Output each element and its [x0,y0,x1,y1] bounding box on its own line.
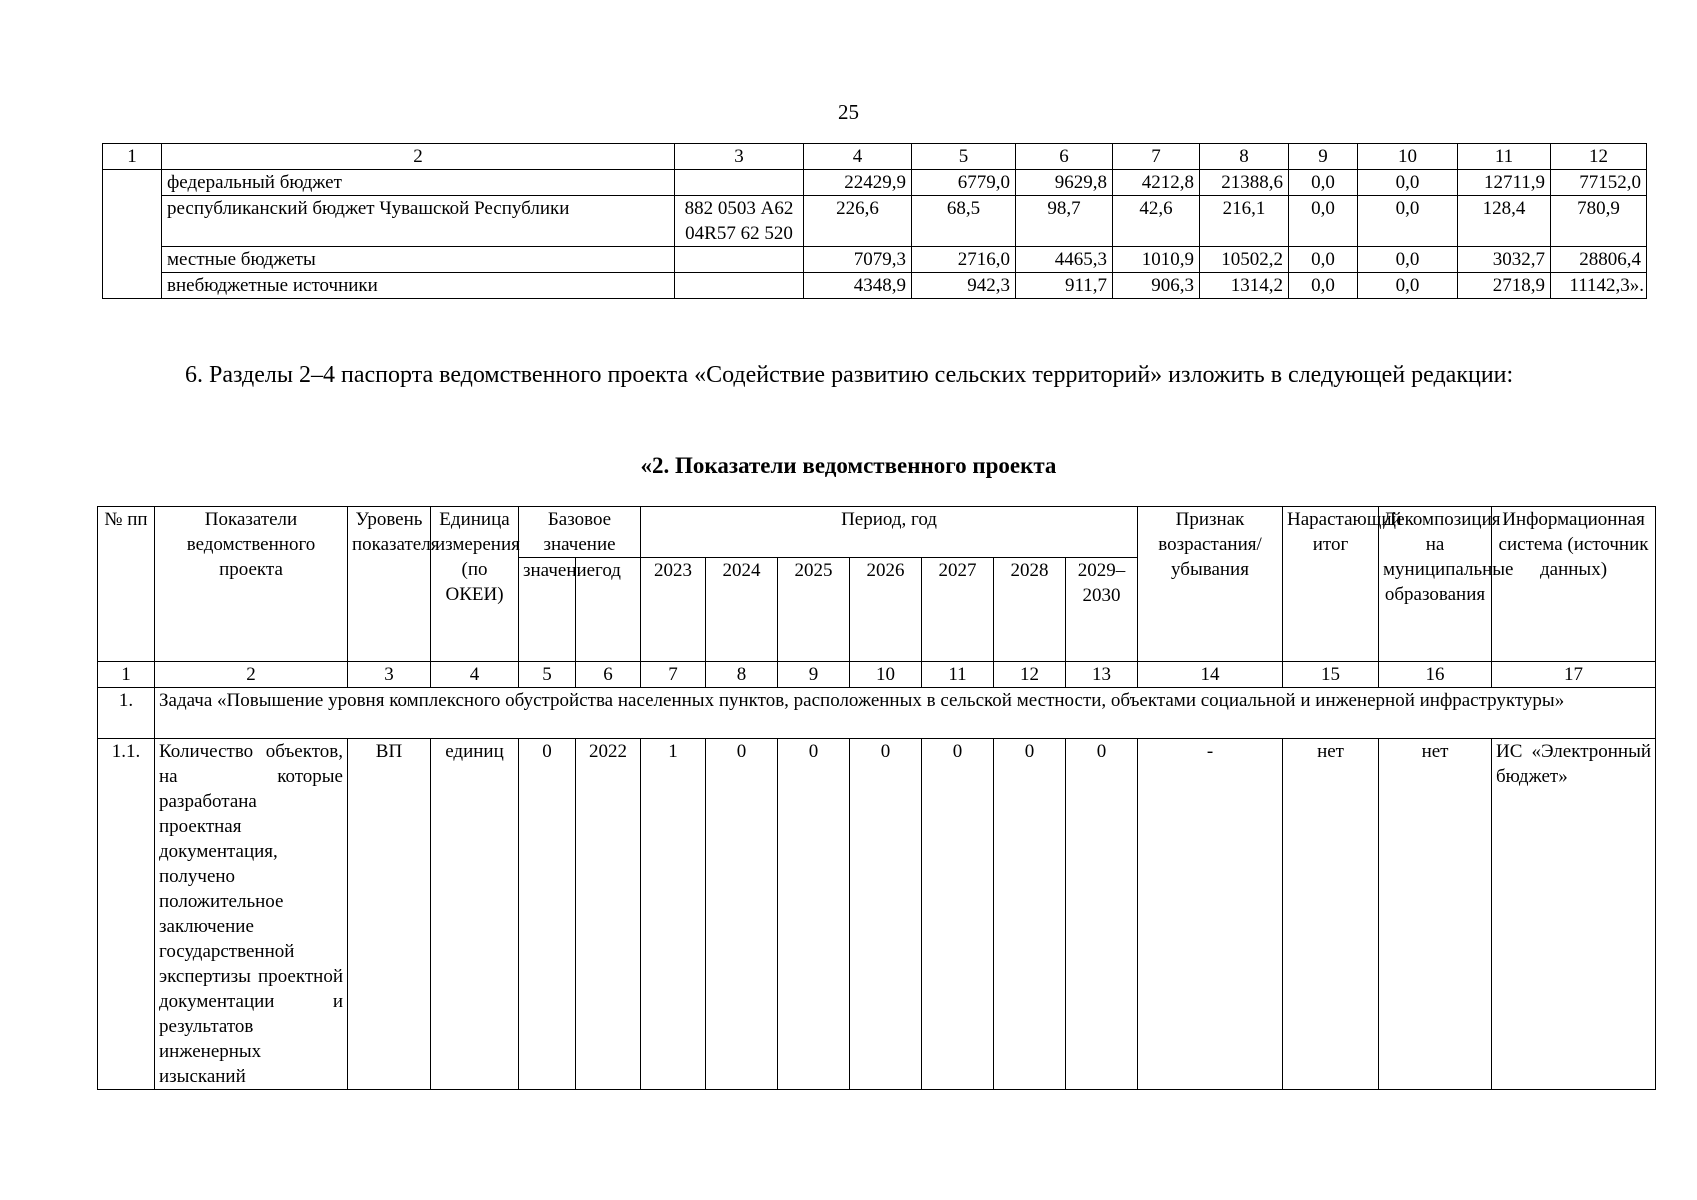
header-unit: Единица измерения (по ОКЕИ) [431,507,519,662]
header-base-value: значение [519,558,576,662]
budget-value: 10502,2 [1200,247,1289,273]
header-indicator: Показатели ведомственного проекта [155,507,348,662]
budget-value: 0,0 [1289,273,1358,299]
header-year: 2025 [778,558,850,662]
indicator-name: Количество объектов, на которые разработана проектная документация, получено положительное заключение государственной экспертизы проектной документации и результатов инженерных изысканий [155,739,348,1090]
header-decomposition: Декомпозиция на муниципальные образования [1379,507,1492,662]
header-num: № пп [98,507,155,662]
indicator-cumulative: нет [1283,739,1379,1090]
column-number: 3 [348,662,431,688]
indicator-year-value: 0 [850,739,922,1090]
budget-code [675,247,804,273]
column-number: 16 [1379,662,1492,688]
section-title: «2. Показатели ведомственного проекта [640,453,1057,478]
column-number: 3 [675,144,804,170]
header-level: Уровень показателя [348,507,431,662]
page-number: 25 [838,100,859,124]
column-number: 9 [1289,144,1358,170]
header-row-top [98,507,1656,558]
indicator-year-value: 0 [706,739,778,1090]
budget-value: 77152,0 [1551,170,1647,196]
column-number: 12 [994,662,1066,688]
indicator-year-value: 0 [922,739,994,1090]
budget-value: 128,4 [1458,196,1551,247]
indicator-year-value: 0 [1066,739,1138,1090]
empty-cell [103,170,162,299]
indicator-base-year: 2022 [576,739,641,1090]
budget-value: 216,1 [1200,196,1289,247]
budget-value: 7079,3 [804,247,912,273]
header-info-system: Информационная система (источник данных) [1492,507,1656,662]
budget-source-name: местные бюджеты [162,247,675,273]
header-year: 2023 [641,558,706,662]
budget-row-local [103,247,1647,273]
budget-row-extrabudgetary [103,273,1647,299]
budget-value: 98,7 [1016,196,1113,247]
column-number: 1 [103,144,162,170]
indicator-base-value: 0 [519,739,576,1090]
column-number: 1 [98,662,155,688]
budget-row-republican [103,196,1647,247]
header-year: 2028 [994,558,1066,662]
budget-value: 0,0 [1289,170,1358,196]
budget-value: 6779,0 [912,170,1016,196]
budget-value: 0,0 [1289,247,1358,273]
column-number: 13 [1066,662,1138,688]
column-number: 11 [922,662,994,688]
budget-code: 882 0503 А6204R57 62 520 [675,196,804,247]
budget-column-numbers-row [103,144,1647,170]
budget-value: 9629,8 [1016,170,1113,196]
header-base-year: год [576,558,641,662]
budget-value: 1010,9 [1113,247,1200,273]
indicator-number: 1.1. [98,739,155,1090]
task-text: Задача «Повышение уровня комплексного обустройства населенных пунктов, расположенных в сельской местности, объектами социальной и инженерной инфраструктуры» [155,688,1656,739]
budget-value: 942,3 [912,273,1016,299]
indicator-year-value: 0 [994,739,1066,1090]
indicator-trend: - [1138,739,1283,1090]
header-cumulative: Нарастающий итог [1283,507,1379,662]
header-period: Период, год [641,507,1138,558]
budget-table [102,143,1647,299]
column-number: 14 [1138,662,1283,688]
budget-source-name: республиканский бюджет Чувашской Республики [162,196,675,247]
column-number: 8 [706,662,778,688]
budget-value: 21388,6 [1200,170,1289,196]
column-number: 10 [1358,144,1458,170]
budget-value: 226,6 [804,196,912,247]
budget-value: 0,0 [1358,196,1458,247]
budget-value: 906,3 [1113,273,1200,299]
budget-value: 4212,8 [1113,170,1200,196]
budget-value: 11142,3». [1551,273,1647,299]
header-year: 2029–2030 [1066,558,1138,662]
budget-code [675,273,804,299]
budget-source-name: внебюджетные источники [162,273,675,299]
header-trend: Признак возрастания/ убывания [1138,507,1283,662]
column-number: 5 [519,662,576,688]
indicator-year-value: 1 [641,739,706,1090]
budget-value: 0,0 [1289,196,1358,247]
column-number: 7 [1113,144,1200,170]
budget-value: 780,9 [1551,196,1647,247]
column-number: 7 [641,662,706,688]
budget-value: 4348,9 [804,273,912,299]
indicator-year-value: 0 [778,739,850,1090]
header-year: 2024 [706,558,778,662]
indicators-table [97,506,1656,1090]
budget-value: 12711,9 [1458,170,1551,196]
column-number: 4 [804,144,912,170]
header-year: 2027 [922,558,994,662]
column-number: 10 [850,662,922,688]
budget-value: 0,0 [1358,247,1458,273]
amendment-paragraph: 6. Разделы 2–4 паспорта ведомственного проекта «Содействие развитию сельских территорий» изложить в следующей редакции: [185,362,1514,388]
budget-source-name: федеральный бюджет [162,170,675,196]
column-number: 6 [576,662,641,688]
budget-row-federal [103,170,1647,196]
task-row [98,688,1656,739]
budget-value: 3032,7 [1458,247,1551,273]
indicator-decomposition: нет [1379,739,1492,1090]
budget-value: 0,0 [1358,273,1458,299]
budget-value: 28806,4 [1551,247,1647,273]
column-number: 17 [1492,662,1656,688]
task-number: 1. [98,688,155,739]
column-number: 15 [1283,662,1379,688]
indicators-column-numbers-row [98,662,1656,688]
budget-value: 42,6 [1113,196,1200,247]
column-number: 2 [155,662,348,688]
budget-value: 68,5 [912,196,1016,247]
indicator-row [98,739,1656,1090]
budget-value: 2718,9 [1458,273,1551,299]
column-number: 2 [162,144,675,170]
budget-value: 0,0 [1358,170,1458,196]
column-number: 12 [1551,144,1647,170]
budget-value: 911,7 [1016,273,1113,299]
budget-code [675,170,804,196]
column-number: 8 [1200,144,1289,170]
indicator-level: ВП [348,739,431,1090]
column-number: 5 [912,144,1016,170]
budget-value: 22429,9 [804,170,912,196]
column-number: 9 [778,662,850,688]
header-year: 2026 [850,558,922,662]
budget-value: 1314,2 [1200,273,1289,299]
budget-value: 4465,3 [1016,247,1113,273]
budget-value: 2716,0 [912,247,1016,273]
column-number: 11 [1458,144,1551,170]
column-number: 4 [431,662,519,688]
indicator-info-system: ИС «Электронный бюджет» [1492,739,1656,1090]
column-number: 6 [1016,144,1113,170]
indicator-unit: единиц [431,739,519,1090]
header-base: Базовое значение [519,507,641,558]
